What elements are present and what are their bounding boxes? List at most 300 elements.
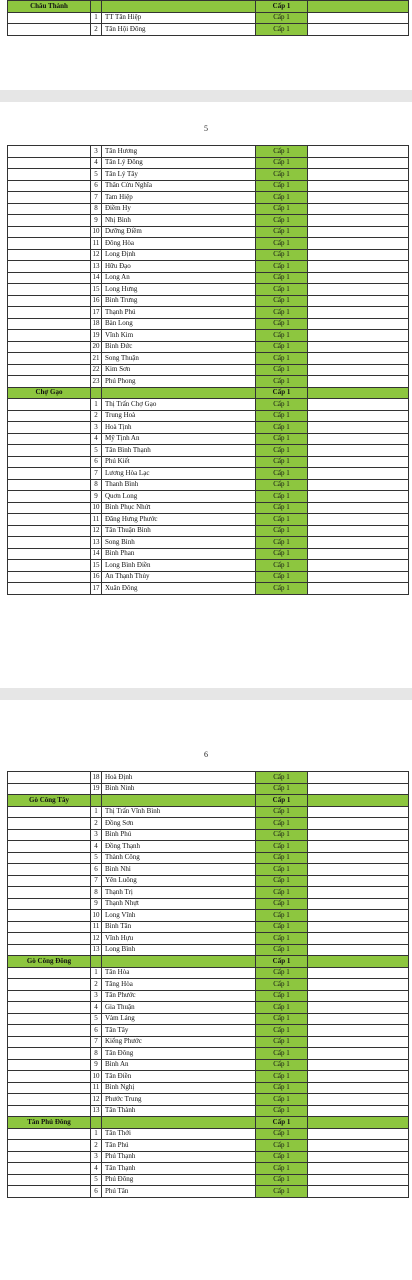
district-header-row — [8, 956, 409, 968]
commune-name-cell: Song Thuận — [102, 353, 256, 365]
level-cell: Cấp 1 — [256, 1048, 308, 1060]
district-name-cell: Châu Thành — [8, 1, 91, 13]
empty-cell — [308, 1048, 409, 1060]
commune-row — [8, 1036, 409, 1048]
row-number-cell: 18 — [91, 318, 102, 330]
commune-name-cell: Thạnh Trị — [102, 887, 256, 899]
district-name-cell — [8, 249, 91, 261]
row-number-cell: 1 — [91, 399, 102, 411]
commune-row — [8, 1140, 409, 1152]
level-cell: Cấp 1 — [256, 1013, 308, 1025]
district-name-cell — [8, 1048, 91, 1060]
commune-row — [8, 422, 409, 434]
empty-cell — [308, 818, 409, 830]
commune-name-cell: Dưỡng Điềm — [102, 226, 256, 238]
commune-name-cell: Đồng Sơn — [102, 818, 256, 830]
row-number-cell: 4 — [91, 841, 102, 853]
commune-row — [8, 514, 409, 526]
district-name-cell — [8, 456, 91, 468]
row-number-cell: 2 — [91, 979, 102, 991]
commune-row — [8, 249, 409, 261]
empty-cell — [308, 249, 409, 261]
district-name-cell — [8, 192, 91, 204]
commune-row — [8, 192, 409, 204]
row-number-cell: 9 — [91, 898, 102, 910]
district-name-cell — [8, 284, 91, 296]
empty-cell — [308, 12, 409, 24]
empty-cell — [308, 318, 409, 330]
commune-name-cell: Tân Phước — [102, 990, 256, 1002]
level-cell: Cấp 1 — [256, 330, 308, 342]
level-cell: Cấp 1 — [256, 910, 308, 922]
row-number-cell: 3 — [91, 990, 102, 1002]
row-number-cell: 19 — [91, 783, 102, 795]
level-cell: Cấp 1 — [256, 491, 308, 503]
commune-name-cell — [102, 956, 256, 968]
commune-row — [8, 157, 409, 169]
commune-row — [8, 272, 409, 284]
district-name-cell — [8, 1013, 91, 1025]
empty-cell — [308, 864, 409, 876]
level-cell: Cấp 1 — [256, 772, 308, 784]
commune-name-cell: An Thạnh Thủy — [102, 571, 256, 583]
level-cell: Cấp 1 — [256, 387, 308, 399]
commune-row — [8, 875, 409, 887]
commune-name-cell: Tân Thạnh — [102, 1163, 256, 1175]
row-number-cell: 11 — [91, 514, 102, 526]
page-separator — [0, 90, 412, 102]
empty-cell — [308, 956, 409, 968]
level-cell: Cấp 1 — [256, 272, 308, 284]
row-number-cell: 3 — [91, 1151, 102, 1163]
empty-cell — [308, 24, 409, 36]
commune-name-cell: Tân Hương — [102, 146, 256, 158]
empty-cell — [308, 841, 409, 853]
empty-cell — [308, 341, 409, 353]
row-number-cell: 8 — [91, 203, 102, 215]
commune-row — [8, 1128, 409, 1140]
commune-name-cell: Điềm Hy — [102, 203, 256, 215]
level-cell: Cấp 1 — [256, 1140, 308, 1152]
level-cell: Cấp 1 — [256, 1025, 308, 1037]
commune-name-cell: Đông Hòa — [102, 238, 256, 250]
row-number-cell: 11 — [91, 921, 102, 933]
district-name-cell: Gò Công Đông — [8, 956, 91, 968]
row-number-cell: 9 — [91, 491, 102, 503]
commune-name-cell: Hoà Định — [102, 772, 256, 784]
district-table — [7, 0, 409, 36]
row-number-cell: 12 — [91, 525, 102, 537]
commune-row — [8, 295, 409, 307]
empty-cell — [308, 1013, 409, 1025]
row-number-cell: 1 — [91, 1128, 102, 1140]
level-cell: Cấp 1 — [256, 433, 308, 445]
district-name-cell — [8, 990, 91, 1002]
district-name-cell — [8, 341, 91, 353]
level-cell: Cấp 1 — [256, 502, 308, 514]
empty-cell — [308, 979, 409, 991]
page-number: 5 — [204, 124, 208, 133]
commune-row — [8, 1174, 409, 1186]
district-name-cell — [8, 12, 91, 24]
district-name-cell — [8, 933, 91, 945]
row-number-cell — [91, 795, 102, 807]
commune-name-cell: Gia Thuận — [102, 1002, 256, 1014]
district-name-cell — [8, 772, 91, 784]
commune-row — [8, 898, 409, 910]
level-cell: Cấp 1 — [256, 1128, 308, 1140]
level-cell: Cấp 1 — [256, 1117, 308, 1129]
commune-name-cell: Phú Kiết — [102, 456, 256, 468]
district-name-cell — [8, 479, 91, 491]
row-number-cell: 5 — [91, 1174, 102, 1186]
level-cell: Cấp 1 — [256, 560, 308, 572]
row-number-cell: 11 — [91, 1082, 102, 1094]
level-cell: Cấp 1 — [256, 169, 308, 181]
empty-cell — [308, 353, 409, 365]
commune-name-cell: Tân Thới — [102, 1128, 256, 1140]
commune-row — [8, 479, 409, 491]
commune-row — [8, 560, 409, 572]
level-cell: Cấp 1 — [256, 295, 308, 307]
level-cell: Cấp 1 — [256, 956, 308, 968]
district-name-cell — [8, 491, 91, 503]
commune-name-cell: Bình Tân — [102, 921, 256, 933]
row-number-cell: 10 — [91, 226, 102, 238]
district-name-cell — [8, 399, 91, 411]
district-name-cell — [8, 583, 91, 595]
commune-row — [8, 376, 409, 388]
commune-row — [8, 146, 409, 158]
commune-name-cell: Song Bình — [102, 537, 256, 549]
level-cell: Cấp 1 — [256, 514, 308, 526]
level-cell: Cấp 1 — [256, 1, 308, 13]
row-number-cell: 7 — [91, 192, 102, 204]
level-cell: Cấp 1 — [256, 146, 308, 158]
district-name-cell — [8, 875, 91, 887]
empty-cell — [308, 330, 409, 342]
commune-row — [8, 180, 409, 192]
empty-cell — [308, 376, 409, 388]
row-number-cell: 5 — [91, 445, 102, 457]
empty-cell — [308, 1140, 409, 1152]
commune-row — [8, 399, 409, 411]
level-cell: Cấp 1 — [256, 318, 308, 330]
empty-cell — [308, 157, 409, 169]
row-number-cell: 4 — [91, 157, 102, 169]
document-page — [0, 102, 412, 688]
empty-cell — [308, 307, 409, 319]
commune-name-cell: Trung Hoà — [102, 410, 256, 422]
district-name-cell — [8, 364, 91, 376]
level-cell: Cấp 1 — [256, 1105, 308, 1117]
district-name-cell — [8, 1174, 91, 1186]
row-number-cell: 3 — [91, 422, 102, 434]
commune-row — [8, 445, 409, 457]
empty-cell — [308, 146, 409, 158]
commune-row — [8, 169, 409, 181]
commune-row — [8, 1082, 409, 1094]
district-name-cell — [8, 502, 91, 514]
row-number-cell: 17 — [91, 307, 102, 319]
level-cell: Cấp 1 — [256, 990, 308, 1002]
document-page — [0, 0, 412, 90]
level-cell: Cấp 1 — [256, 399, 308, 411]
empty-cell — [308, 433, 409, 445]
commune-row — [8, 307, 409, 319]
level-cell: Cấp 1 — [256, 795, 308, 807]
commune-row — [8, 318, 409, 330]
row-number-cell — [91, 1, 102, 13]
empty-cell — [308, 887, 409, 899]
commune-name-cell: Thị Trấn Vĩnh Bình — [102, 806, 256, 818]
row-number-cell: 11 — [91, 238, 102, 250]
row-number-cell: 6 — [91, 1186, 102, 1198]
level-cell: Cấp 1 — [256, 818, 308, 830]
level-cell: Cấp 1 — [256, 353, 308, 365]
commune-name-cell: Bình Phú — [102, 829, 256, 841]
empty-cell — [308, 169, 409, 181]
row-number-cell — [91, 1117, 102, 1129]
row-number-cell — [91, 387, 102, 399]
level-cell: Cấp 1 — [256, 1174, 308, 1186]
district-name-cell — [8, 433, 91, 445]
district-header-row — [8, 387, 409, 399]
commune-row — [8, 818, 409, 830]
commune-row — [8, 1048, 409, 1060]
row-number-cell: 5 — [91, 1013, 102, 1025]
row-number-cell: 1 — [91, 806, 102, 818]
commune-name-cell: Bàn Long — [102, 318, 256, 330]
district-name-cell — [8, 1071, 91, 1083]
district-name-cell — [8, 806, 91, 818]
district-name-cell — [8, 146, 91, 158]
row-number-cell: 9 — [91, 1059, 102, 1071]
row-number-cell: 1 — [91, 967, 102, 979]
district-name-cell — [8, 1140, 91, 1152]
level-cell: Cấp 1 — [256, 967, 308, 979]
district-name-cell — [8, 967, 91, 979]
commune-name-cell: Vĩnh Kim — [102, 330, 256, 342]
commune-row — [8, 583, 409, 595]
empty-cell — [308, 525, 409, 537]
empty-cell — [308, 1002, 409, 1014]
commune-row — [8, 353, 409, 365]
commune-row — [8, 468, 409, 480]
row-number-cell: 4 — [91, 433, 102, 445]
commune-name-cell: Tân Hội Đông — [102, 24, 256, 36]
empty-cell — [308, 192, 409, 204]
commune-row — [8, 491, 409, 503]
level-cell: Cấp 1 — [256, 852, 308, 864]
district-name-cell — [8, 514, 91, 526]
district-name-cell — [8, 921, 91, 933]
empty-cell — [308, 1025, 409, 1037]
level-cell: Cấp 1 — [256, 12, 308, 24]
empty-cell — [308, 479, 409, 491]
district-name-cell — [8, 169, 91, 181]
empty-cell — [308, 410, 409, 422]
level-cell: Cấp 1 — [256, 468, 308, 480]
district-name-cell — [8, 157, 91, 169]
level-cell: Cấp 1 — [256, 1059, 308, 1071]
level-cell: Cấp 1 — [256, 571, 308, 583]
commune-name-cell: Tân Thuận Bình — [102, 525, 256, 537]
row-number-cell: 8 — [91, 479, 102, 491]
district-name-cell — [8, 1025, 91, 1037]
level-cell: Cấp 1 — [256, 284, 308, 296]
level-cell: Cấp 1 — [256, 249, 308, 261]
page-number: 6 — [204, 750, 208, 759]
commune-name-cell — [102, 1117, 256, 1129]
commune-row — [8, 12, 409, 24]
row-number-cell: 4 — [91, 1002, 102, 1014]
commune-row — [8, 852, 409, 864]
row-number-cell: 10 — [91, 910, 102, 922]
empty-cell — [308, 284, 409, 296]
empty-cell — [308, 583, 409, 595]
commune-name-cell: Tăng Hòa — [102, 979, 256, 991]
district-name-cell — [8, 295, 91, 307]
commune-name-cell: Long Định — [102, 249, 256, 261]
commune-name-cell: Tân Lý Tây — [102, 169, 256, 181]
level-cell: Cấp 1 — [256, 864, 308, 876]
commune-row — [8, 887, 409, 899]
district-name-cell: Tân Phú Đông — [8, 1117, 91, 1129]
empty-cell — [308, 468, 409, 480]
row-number-cell: 4 — [91, 1163, 102, 1175]
commune-row — [8, 864, 409, 876]
district-name-cell — [8, 261, 91, 273]
empty-cell — [308, 898, 409, 910]
commune-name-cell: Thị Trấn Chợ Gạo — [102, 399, 256, 411]
level-cell: Cấp 1 — [256, 875, 308, 887]
commune-row — [8, 1186, 409, 1198]
commune-name-cell: Hữu Đạo — [102, 261, 256, 273]
district-name-cell — [8, 783, 91, 795]
commune-name-cell: Tân Đông — [102, 1048, 256, 1060]
level-cell: Cấp 1 — [256, 921, 308, 933]
empty-cell — [308, 852, 409, 864]
row-number-cell: 14 — [91, 548, 102, 560]
district-name-cell — [8, 1163, 91, 1175]
district-name-cell — [8, 818, 91, 830]
empty-cell — [308, 944, 409, 956]
empty-cell — [308, 571, 409, 583]
row-number-cell: 10 — [91, 1071, 102, 1083]
commune-name-cell: Long Bình Điền — [102, 560, 256, 572]
district-name-cell — [8, 537, 91, 549]
district-name-cell — [8, 944, 91, 956]
row-number-cell: 12 — [91, 249, 102, 261]
district-name-cell — [8, 1002, 91, 1014]
commune-name-cell: Long An — [102, 272, 256, 284]
district-name-cell — [8, 841, 91, 853]
commune-name-cell — [102, 795, 256, 807]
level-cell: Cấp 1 — [256, 226, 308, 238]
commune-name-cell: Thành Công — [102, 852, 256, 864]
empty-cell — [308, 295, 409, 307]
district-table — [7, 771, 409, 1198]
empty-cell — [308, 1151, 409, 1163]
level-cell: Cấp 1 — [256, 841, 308, 853]
row-number-cell: 17 — [91, 583, 102, 595]
row-number-cell: 18 — [91, 772, 102, 784]
empty-cell — [308, 1036, 409, 1048]
level-cell: Cấp 1 — [256, 1071, 308, 1083]
level-cell: Cấp 1 — [256, 806, 308, 818]
row-number-cell: 13 — [91, 944, 102, 956]
commune-name-cell: Bình Phan — [102, 548, 256, 560]
commune-name-cell: Phú Phong — [102, 376, 256, 388]
level-cell: Cấp 1 — [256, 1082, 308, 1094]
empty-cell — [308, 272, 409, 284]
commune-row — [8, 330, 409, 342]
commune-name-cell: Đăng Hưng Phước — [102, 514, 256, 526]
row-number-cell: 19 — [91, 330, 102, 342]
row-number-cell: 16 — [91, 571, 102, 583]
commune-row — [8, 944, 409, 956]
empty-cell — [308, 560, 409, 572]
commune-name-cell: Long Hưng — [102, 284, 256, 296]
commune-name-cell: Phú Tân — [102, 1186, 256, 1198]
district-name-cell — [8, 1186, 91, 1198]
commune-row — [8, 1094, 409, 1106]
level-cell: Cấp 1 — [256, 583, 308, 595]
district-name-cell — [8, 226, 91, 238]
district-name-cell — [8, 307, 91, 319]
district-name-cell — [8, 180, 91, 192]
row-number-cell: 10 — [91, 502, 102, 514]
district-name-cell — [8, 272, 91, 284]
row-number-cell: 16 — [91, 295, 102, 307]
level-cell: Cấp 1 — [256, 979, 308, 991]
row-number-cell: 2 — [91, 24, 102, 36]
level-cell: Cấp 1 — [256, 1002, 308, 1014]
row-number-cell: 22 — [91, 364, 102, 376]
row-number-cell: 14 — [91, 272, 102, 284]
district-name-cell — [8, 1128, 91, 1140]
commune-name-cell: Thạnh Phú — [102, 307, 256, 319]
commune-name-cell: Tân Bình Thạnh — [102, 445, 256, 457]
row-number-cell: 3 — [91, 146, 102, 158]
commune-row — [8, 1163, 409, 1175]
empty-cell — [308, 1117, 409, 1129]
commune-row — [8, 806, 409, 818]
level-cell: Cấp 1 — [256, 203, 308, 215]
empty-cell — [308, 491, 409, 503]
commune-name-cell: Vàm Láng — [102, 1013, 256, 1025]
commune-name-cell: Quơn Long — [102, 491, 256, 503]
empty-cell — [308, 829, 409, 841]
row-number-cell: 13 — [91, 261, 102, 273]
commune-row — [8, 841, 409, 853]
empty-cell — [308, 456, 409, 468]
district-name-cell — [8, 1151, 91, 1163]
level-cell: Cấp 1 — [256, 364, 308, 376]
commune-name-cell: Bình Trưng — [102, 295, 256, 307]
commune-name-cell: Bình An — [102, 1059, 256, 1071]
empty-cell — [308, 806, 409, 818]
commune-name-cell: Kiểng Phước — [102, 1036, 256, 1048]
row-number-cell: 5 — [91, 169, 102, 181]
district-header-row — [8, 1117, 409, 1129]
level-cell: Cấp 1 — [256, 898, 308, 910]
row-number-cell: 7 — [91, 875, 102, 887]
empty-cell — [308, 990, 409, 1002]
row-number-cell: 3 — [91, 829, 102, 841]
district-name-cell — [8, 571, 91, 583]
